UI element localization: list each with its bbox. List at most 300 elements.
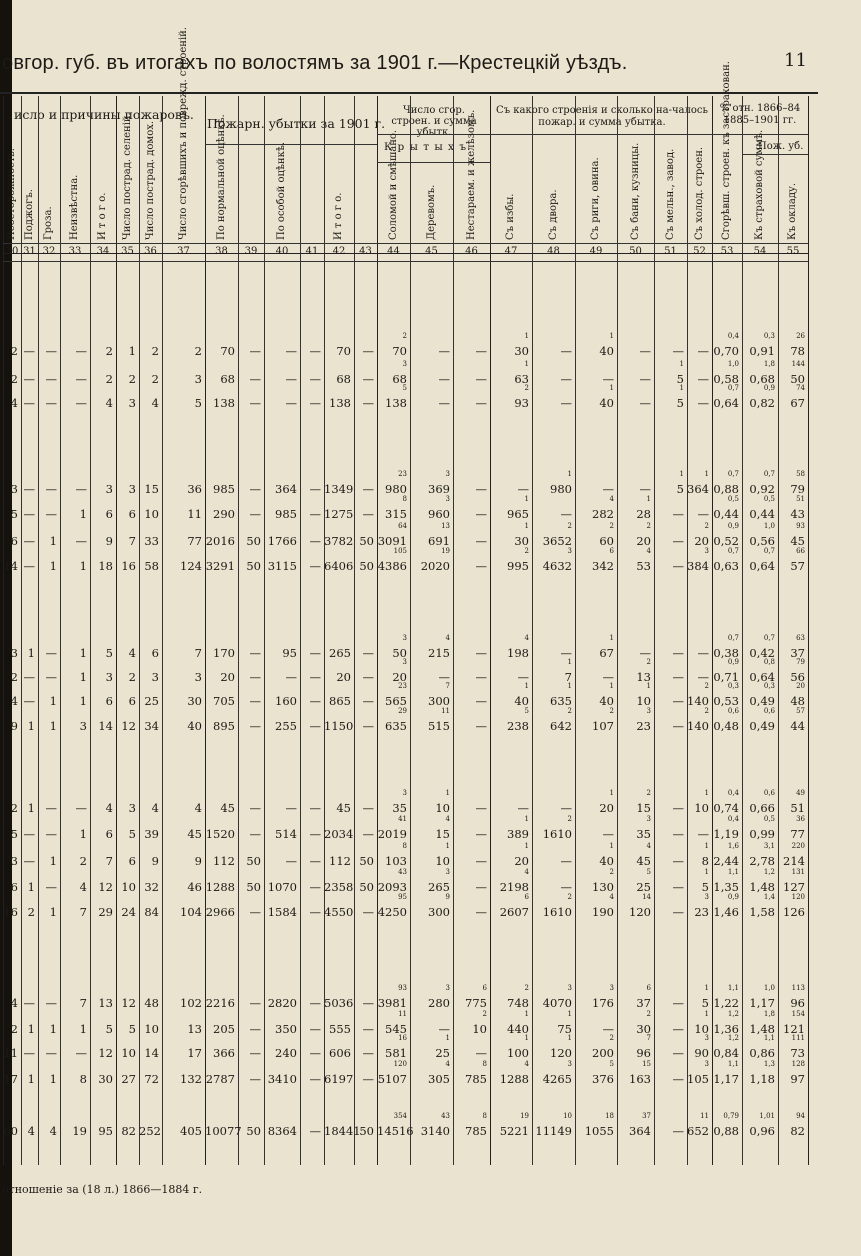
table-cell: 1 <box>27 880 35 894</box>
superscript-value: 1 <box>524 842 529 850</box>
table-cell: 50 <box>392 646 407 660</box>
superscript-value: 3 <box>646 707 651 715</box>
table-cell: 45 <box>636 854 651 868</box>
column-header: Поджогъ. <box>23 189 35 240</box>
table-cell: 895 <box>213 719 235 733</box>
table-cell: 4550 <box>324 905 354 919</box>
column-header: Неосторожность. <box>6 148 17 240</box>
table-cell: 255 <box>275 719 297 733</box>
table-cell: — <box>672 854 684 868</box>
column-number: 37 <box>177 246 190 257</box>
superscript-value: 0,5 <box>763 815 775 823</box>
table-cell: 0,84 <box>713 1046 739 1060</box>
table-cell: 581 <box>385 1046 407 1060</box>
superscript-value: 1 <box>646 682 651 690</box>
column-header: Съ риги, овина. <box>590 157 601 240</box>
table-cell: 4 <box>128 646 136 660</box>
superscript-value: 26 <box>796 332 805 340</box>
table-cell: 1 <box>27 646 35 660</box>
table-cell: — <box>75 534 87 548</box>
table-cell: 0,91 <box>749 344 775 358</box>
table-cell: — <box>309 559 321 573</box>
table-cell: 3 <box>194 372 202 386</box>
table-cell: 6 <box>10 534 18 548</box>
table-cell: 384 <box>687 559 709 573</box>
superscript-value: 0,79 <box>723 1112 739 1120</box>
table-cell: — <box>672 1124 684 1138</box>
table-cell: 9 <box>105 534 113 548</box>
table-cell: 58 <box>144 559 159 573</box>
superscript-value: 8 <box>402 842 407 850</box>
table-cell: 1 <box>49 905 57 919</box>
table-cell: 40 <box>187 719 202 733</box>
table-cell: 0,64 <box>749 559 775 573</box>
superscript-value: 1,1 <box>763 1034 775 1042</box>
superscript-value: 4 <box>445 634 450 642</box>
superscript-value: 4 <box>609 893 614 901</box>
table-cell: 0,44 <box>713 507 739 521</box>
superscript-value: 94 <box>796 1112 805 1120</box>
table-cell: 5 <box>194 396 202 410</box>
table-cell: 1610 <box>542 905 572 919</box>
table-cell: 23 <box>636 719 651 733</box>
table-cell: — <box>362 1046 374 1060</box>
table-cell: 50 <box>246 534 261 548</box>
table-cell: 77 <box>790 827 805 841</box>
table-cell: 748 <box>507 996 529 1010</box>
table-cell: 9 <box>151 854 159 868</box>
table-cell: 18441 <box>324 1124 361 1138</box>
table-cell: 56 <box>790 670 805 684</box>
column-header: Съ избы. <box>505 193 516 240</box>
table-cell: 3115 <box>267 559 297 573</box>
table-cell: 19 <box>72 1124 87 1138</box>
table-cell: 4 <box>105 396 113 410</box>
table-cell: 2 <box>105 344 113 358</box>
table-cell: 0,88 <box>713 482 739 496</box>
table-cell: 82 <box>121 1124 136 1138</box>
table-cell: 565 <box>385 694 407 708</box>
table-cell: 1 <box>27 801 35 815</box>
table-cell: — <box>309 1124 321 1138</box>
table-cell: 5 <box>676 372 684 386</box>
superscript-value: 1 <box>704 470 709 478</box>
superscript-value: 0,3 <box>763 332 775 340</box>
table-cell: 15 <box>435 827 450 841</box>
table-cell: 4250 <box>377 905 407 919</box>
table-cell: 0,38 <box>713 646 739 660</box>
superscript-value: 4 <box>445 815 450 823</box>
table-cell: 4070 <box>542 996 572 1010</box>
table-cell: 2 <box>194 344 202 358</box>
table-cell: — <box>560 880 572 894</box>
table-cell: — <box>438 670 450 684</box>
table-cell: 0,53 <box>713 694 739 708</box>
superscript-value: 1 <box>704 789 709 797</box>
table-cell: 4632 <box>542 559 572 573</box>
table-cell: 4 <box>10 996 18 1010</box>
table-cell: 1766 <box>267 534 297 548</box>
superscript-value: 1 <box>524 1010 529 1018</box>
table-cell: 2 <box>10 344 18 358</box>
superscript-value: 13 <box>441 522 450 530</box>
table-cell: 7 <box>79 905 87 919</box>
table-cell: 3782 <box>324 534 354 548</box>
table-cell: — <box>362 372 374 386</box>
table-cell: 2 <box>151 344 159 358</box>
table-cell: 265 <box>428 880 450 894</box>
table-cell: — <box>475 507 487 521</box>
table-cell: 0,49 <box>749 694 775 708</box>
superscript-value: 11 <box>398 1010 407 1018</box>
superscript-value: 4 <box>524 868 529 876</box>
group-burned: Число сгор. строен. и сумма убытк. <box>391 105 477 138</box>
table-cell: 3 <box>128 396 136 410</box>
table-cell: 13 <box>187 1022 202 1036</box>
table-cell: 37 <box>790 646 805 660</box>
superscript-value: 1 <box>609 682 614 690</box>
table-cell: 2198 <box>499 880 529 894</box>
table-cell: 3 <box>79 719 87 733</box>
table-cell: 2 <box>128 372 136 386</box>
superscript-value: 41 <box>398 815 407 823</box>
table-cell: 3410 <box>267 1072 297 1086</box>
superscript-value: 16 <box>398 1034 407 1042</box>
table-cell: 350 <box>275 1022 297 1036</box>
table-cell: 2820 <box>267 996 297 1010</box>
table-cell: 10 <box>472 1022 487 1036</box>
superscript-value: 1,1 <box>727 1060 739 1068</box>
table-cell: 20 <box>514 854 529 868</box>
superscript-value: 2 <box>646 1010 651 1018</box>
superscript-value: 0,7 <box>763 547 775 555</box>
table-cell: 16 <box>121 559 136 573</box>
superscript-value: 11 <box>700 1112 709 1120</box>
superscript-value: 19 <box>441 547 450 555</box>
table-cell: — <box>697 670 709 684</box>
table-cell: 980 <box>550 482 572 496</box>
table-cell: 23 <box>694 905 709 919</box>
table-cell: — <box>639 646 651 660</box>
column-number: 34 <box>96 246 110 257</box>
superscript-value: 1 <box>567 470 572 478</box>
table-cell: 0,48 <box>713 719 739 733</box>
table-cell: 785 <box>465 1072 487 1086</box>
superscript-value: 1,1 <box>727 868 739 876</box>
table-cell: 1 <box>49 534 57 548</box>
superscript-value: 1,0 <box>763 522 775 530</box>
table-cell: — <box>697 827 709 841</box>
table-cell: — <box>602 670 614 684</box>
table-cell: 36 <box>187 482 202 496</box>
table-cell: 1 <box>49 719 57 733</box>
column-number: 35 <box>121 246 134 257</box>
column-number: 54 <box>753 246 767 257</box>
table-cell: 10 <box>121 1046 136 1060</box>
table-cell: 10077 <box>205 1124 242 1138</box>
column-number: 40 <box>275 246 289 257</box>
table-cell: 107 <box>592 719 614 733</box>
superscript-value: 51 <box>796 495 805 503</box>
table-cell: 3 <box>151 670 159 684</box>
superscript-value: 1,2 <box>727 1034 739 1042</box>
table-cell: 1,17 <box>713 1072 739 1086</box>
table-cell: 48 <box>144 996 159 1010</box>
group-ratio: % отн. 1866–84 1885–1901 гг. <box>719 103 801 126</box>
column-number: 42 <box>332 246 346 257</box>
table-cell: 6 <box>10 880 18 894</box>
table-cell: 176 <box>592 996 614 1010</box>
table-cell: 102 <box>180 996 202 1010</box>
table-cell: 1,58 <box>749 905 775 919</box>
table-cell: 0,56 <box>749 534 775 548</box>
table-cell: — <box>45 507 57 521</box>
table-cell: — <box>285 344 297 358</box>
table-cell: — <box>362 827 374 841</box>
superscript-value: 57 <box>796 707 805 715</box>
superscript-value: 43 <box>441 1112 450 1120</box>
superscript-value: 23 <box>398 470 407 478</box>
table-cell: 6 <box>128 854 136 868</box>
table-cell: — <box>23 372 35 386</box>
table-cell: 5107 <box>377 1072 407 1086</box>
table-cell: 1 <box>79 670 87 684</box>
table-cell: 985 <box>213 482 235 496</box>
table-cell: 440 <box>507 1022 529 1036</box>
table-cell: 4 <box>194 801 202 815</box>
table-cell: 20 <box>392 670 407 684</box>
table-cell: 63 <box>514 372 529 386</box>
table-cell: — <box>249 482 261 496</box>
table-cell: 95 <box>282 646 297 660</box>
table-cell: 1,48 <box>749 880 775 894</box>
column-header: Соломой и смѣшано. <box>387 129 399 240</box>
table-cell: 0,68 <box>749 372 775 386</box>
superscript-value: 7 <box>646 1034 651 1042</box>
superscript-value: 3 <box>609 984 614 992</box>
table-cell: — <box>560 372 572 386</box>
table-cell: — <box>672 880 684 894</box>
column-rule <box>808 96 809 1165</box>
table-cell: 4 <box>27 1124 35 1138</box>
table-cell: 2 <box>151 372 159 386</box>
table-cell: 27 <box>121 1072 136 1086</box>
superscript-value: 2 <box>609 522 614 530</box>
superscript-value: 1,2 <box>763 868 775 876</box>
superscript-value: 1,4 <box>763 893 775 901</box>
superscript-value: 4 <box>445 1060 450 1068</box>
table-cell: 53 <box>636 559 651 573</box>
table-cell: 606 <box>329 1046 351 1060</box>
superscript-value: 11 <box>441 707 450 715</box>
column-number: 46 <box>465 246 478 257</box>
table-cell: 5 <box>701 880 709 894</box>
table-cell: 30 <box>636 1022 651 1036</box>
table-cell: 1520 <box>205 827 235 841</box>
superscript-value: 220 <box>791 842 805 850</box>
table-cell: — <box>362 344 374 358</box>
table-cell: 93 <box>514 396 529 410</box>
table-cell: — <box>249 801 261 815</box>
table-cell: 705 <box>213 694 235 708</box>
column-number: 52 <box>693 246 706 257</box>
table-cell: 1,17 <box>749 996 775 1010</box>
table-cell: 25 <box>144 694 159 708</box>
superscript-value: 0,7 <box>727 384 739 392</box>
table-cell: — <box>309 396 321 410</box>
table-cell: 40 <box>599 396 614 410</box>
table-cell: 138 <box>385 396 407 410</box>
table-cell: 4265 <box>542 1072 572 1086</box>
table-cell: — <box>475 719 487 733</box>
superscript-value: 3 <box>445 868 450 876</box>
table-cell: 17 <box>187 1046 202 1060</box>
table-cell: 238 <box>507 719 529 733</box>
table-cell: — <box>362 996 374 1010</box>
table-cell: 0,63 <box>713 559 739 573</box>
table-cell: — <box>309 507 321 521</box>
superscript-value: 2 <box>567 893 572 901</box>
table-cell: 2966 <box>205 905 235 919</box>
table-cell: — <box>23 1046 35 1060</box>
table-cell: 0,52 <box>713 534 739 548</box>
table-cell: 1070 <box>267 880 297 894</box>
superscript-value: 3 <box>567 547 572 555</box>
superscript-value: 20 <box>796 682 805 690</box>
table-cell: 50 <box>359 559 374 573</box>
table-cell: — <box>672 719 684 733</box>
table-cell: 12 <box>121 996 136 1010</box>
table-cell: — <box>23 559 35 573</box>
table-cell: — <box>362 670 374 684</box>
superscript-value: 1,6 <box>727 842 739 850</box>
superscript-value: 2 <box>646 522 651 530</box>
superscript-value: 6 <box>609 547 614 555</box>
column-number: 50 <box>629 246 642 257</box>
superscript-value: 63 <box>796 634 805 642</box>
table-cell: 121 <box>783 1022 805 1036</box>
table-cell: 4 <box>10 396 18 410</box>
superscript-value: 354 <box>393 1112 407 1120</box>
table-cell: 3 <box>10 854 18 868</box>
table-cell: 0,70 <box>713 344 739 358</box>
superscript-value: 3 <box>704 1060 709 1068</box>
superscript-value: 1 <box>567 682 572 690</box>
column-header: И т о г о. <box>97 192 108 240</box>
table-cell: — <box>560 801 572 815</box>
table-cell: 1288 <box>205 880 235 894</box>
superscript-value: 0,9 <box>727 658 739 666</box>
table-cell: 985 <box>275 507 297 521</box>
table-cell: 112 <box>213 854 235 868</box>
table-cell: — <box>75 372 87 386</box>
table-cell: — <box>517 801 529 815</box>
column-header: И т о г о. <box>333 192 344 240</box>
table-cell: — <box>639 372 651 386</box>
table-cell: — <box>23 396 35 410</box>
table-cell: — <box>475 559 487 573</box>
column-header: По особой оцѣнкѣ. <box>276 141 287 240</box>
table-cell: 635 <box>550 694 572 708</box>
group-rule-origin <box>490 134 712 135</box>
table-cell: 2607 <box>499 905 529 919</box>
table-cell: 14 <box>144 1046 159 1060</box>
table-cell: — <box>362 801 374 815</box>
table-cell: 30 <box>514 534 529 548</box>
table-cell: — <box>672 996 684 1010</box>
table-cell: 20 <box>336 670 351 684</box>
table-cell: 0,42 <box>749 646 775 660</box>
table-cell: — <box>560 646 572 660</box>
table-cell: — <box>285 670 297 684</box>
table-cell: 5036 <box>324 996 354 1010</box>
table-cell: 163 <box>629 1072 651 1086</box>
table-cell: 100 <box>507 1046 529 1060</box>
table-cell: 4 <box>151 801 159 815</box>
superscript-value: 3 <box>445 495 450 503</box>
table-cell: 1 <box>128 344 136 358</box>
table-cell: 44 <box>790 719 805 733</box>
table-cell: — <box>309 372 321 386</box>
table-cell: 14516 <box>377 1124 414 1138</box>
superscript-value: 3,1 <box>763 842 775 850</box>
table-cell: 4 <box>151 396 159 410</box>
table-cell: 8364 <box>267 1124 297 1138</box>
table-cell: — <box>475 646 487 660</box>
superscript-value: 105 <box>393 547 407 555</box>
table-cell: 40 <box>514 694 529 708</box>
column-number: 51 <box>664 246 677 257</box>
table-cell: — <box>362 482 374 496</box>
table-cell: 34 <box>144 719 159 733</box>
table-cell: 3652 <box>542 534 572 548</box>
table-cell: 12 <box>98 1046 113 1060</box>
table-cell: 5 <box>676 396 684 410</box>
table-cell: 1 <box>79 827 87 841</box>
column-number: 44 <box>387 246 400 257</box>
table-cell: 3 <box>128 482 136 496</box>
table-cell: 2 <box>10 670 18 684</box>
table-cell: 0,71 <box>713 670 739 684</box>
table-cell: 97 <box>790 1072 805 1086</box>
superscript-value: 1 <box>609 789 614 797</box>
table-cell: 555 <box>329 1022 351 1036</box>
superscript-value: 3 <box>704 1034 709 1042</box>
column-number: 30 <box>5 246 19 257</box>
table-cell: 376 <box>592 1072 614 1086</box>
table-cell: 50 <box>246 559 261 573</box>
table-cell: — <box>309 801 321 815</box>
superscript-value: 1,01 <box>759 1112 775 1120</box>
superscript-value: 1 <box>445 1034 450 1042</box>
table-cell: — <box>75 396 87 410</box>
superscript-value: 1 <box>524 360 529 368</box>
column-header: Гроза. <box>43 206 54 240</box>
table-cell: — <box>23 344 35 358</box>
superscript-value: 0,9 <box>727 893 739 901</box>
table-cell: 0,99 <box>749 827 775 841</box>
superscript-value: 3 <box>445 984 450 992</box>
table-cell: — <box>309 827 321 841</box>
table-cell: 389 <box>507 827 529 841</box>
superscript-value: 66 <box>796 547 805 555</box>
table-cell: — <box>249 507 261 521</box>
top-rule <box>0 92 818 94</box>
superscript-value: 6 <box>482 984 487 992</box>
table-cell: 200 <box>592 1046 614 1060</box>
table-cell: — <box>672 534 684 548</box>
superscript-value: 23 <box>398 682 407 690</box>
